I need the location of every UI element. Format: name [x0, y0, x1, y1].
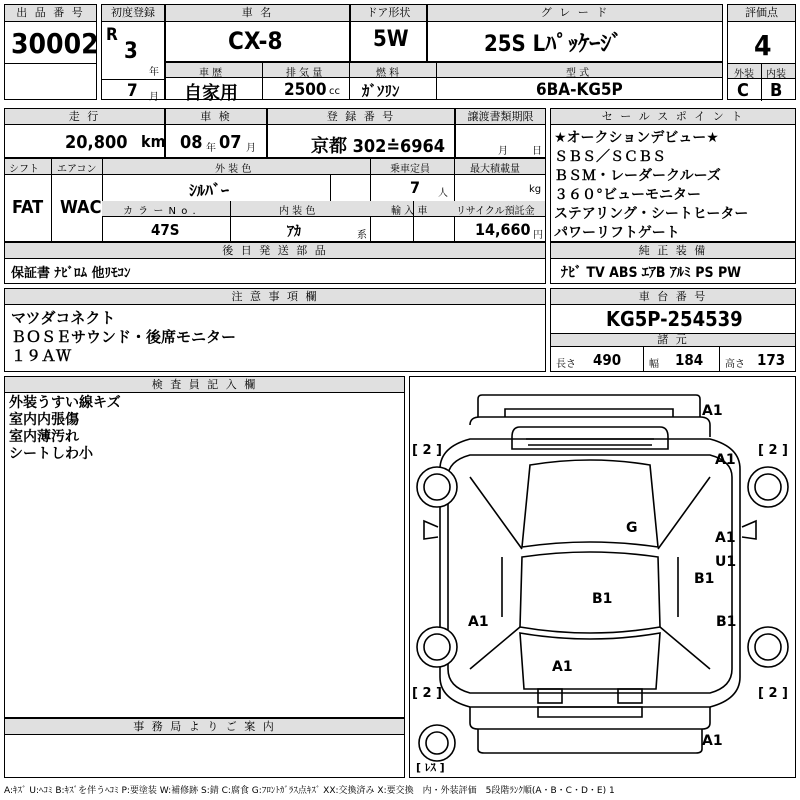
office-label: 事 務 局 よ り ご 案 内: [5, 719, 404, 735]
lot-number: 30002: [11, 27, 99, 60]
length-label: 長さ: [556, 359, 576, 370]
recycle-unit: 円: [533, 230, 543, 241]
mark-front-fender-right: A1: [715, 452, 736, 468]
sales-line: ★オークションデビュー★: [554, 130, 719, 146]
notes-line: マツダコネクト: [11, 309, 116, 327]
shift-value: FAT: [12, 197, 44, 218]
era-letter: R: [106, 25, 118, 45]
history-label: 車 歴: [199, 68, 223, 79]
width-label: 幅: [649, 359, 659, 370]
inspector-line: 室内内張傷: [9, 412, 79, 428]
fuel-label: 燃 料: [376, 68, 400, 79]
door-value: 5W: [373, 27, 409, 52]
ac-label: エアコン: [57, 164, 97, 175]
specs-label: 諸 元: [551, 333, 795, 347]
later-label: 後 日 発 送 部 品: [5, 243, 545, 259]
office-box: [4, 718, 405, 778]
inspection-month-unit: 月: [246, 143, 256, 154]
first-reg-label: 初度登録: [102, 5, 164, 22]
plate-label: 登 録 番 号: [268, 109, 454, 125]
ext-label: 外装: [734, 69, 754, 80]
chassis-value: KG5P-254539: [606, 307, 743, 331]
grade-label: グ レ ー ド: [428, 5, 722, 22]
displacement-value: 2500: [284, 80, 327, 100]
score-value: 4: [754, 29, 772, 62]
model-value: 6BA-KG5P: [536, 80, 623, 100]
inspector-label: 検 査 員 記 入 欄: [5, 377, 404, 393]
equipment-label: 純 正 装 備: [551, 243, 795, 259]
notes-label: 注 意 事 項 欄: [5, 289, 545, 305]
height-value: 173: [757, 351, 786, 369]
damage-diagram: [409, 376, 796, 778]
mileage-label: 走 行: [5, 109, 164, 125]
mark-rear-hatch: A1: [552, 659, 573, 675]
first-reg-year: 3: [124, 39, 138, 64]
inspection-label: 車 検: [166, 109, 266, 125]
inspection-year: 08: [180, 132, 203, 153]
history-row: [165, 62, 723, 104]
inspector-line: シートしわ小: [9, 446, 93, 462]
transfer-month-unit: 月: [498, 146, 508, 157]
tire-spare: [ ﾚｽ ]: [416, 761, 445, 774]
inspection-month: 07: [219, 132, 242, 153]
chassis-label: 車 台 番 号: [551, 289, 795, 305]
ac-value: WAC: [60, 197, 102, 218]
mark-windshield: G: [626, 520, 638, 536]
grade-box: [427, 4, 723, 62]
sales-line: ３６０°ビューモニター: [554, 187, 701, 203]
equipment-value: ﾅﾋﾞ TV ABS ｴｱB ｱﾙﾐ PS PW: [561, 265, 742, 281]
door-label: ドア形状: [351, 5, 426, 22]
import-label: 輸 入 車: [391, 206, 428, 217]
color-value: ｼﾙﾊﾞｰ: [189, 181, 230, 200]
mark-front-door-right: A1: [715, 530, 736, 546]
notes-line: １９ＡＷ: [11, 347, 72, 365]
displacement-label: 排 気 量: [286, 68, 323, 79]
mileage-box: [4, 108, 165, 158]
lot-box: [4, 4, 97, 100]
car-diagram-svg: [410, 377, 795, 777]
notes-box: [4, 288, 546, 372]
capacity-unit: 人: [438, 188, 448, 199]
ext-value: C: [737, 80, 749, 101]
sales-lines: [554, 129, 748, 243]
car-name-box: [165, 4, 350, 62]
inspector-line: 外装うすい線キズ: [9, 395, 121, 411]
equipment-box: [550, 242, 796, 284]
int-value: B: [770, 80, 783, 101]
tire-front-right: [ 2 ]: [758, 443, 788, 458]
chassis-box: [550, 288, 796, 372]
first-reg-month-unit: 月: [149, 92, 159, 103]
sales-line: ＳＢＳ／ＳＣＢＳ: [554, 149, 666, 165]
legend: A:ｷｽﾞ U:ﾍｺﾐ B:ｷｽﾞを伴うﾍｺﾐ P:要塗装 W:補修跡 S:錆 C:腐食 G:ﾌﾛﾝﾄｶﾞﾗｽ点ｷｽﾞ XX:交換済み X:要交換 内・外装評価 5段階ﾗﾝｸ順(A・B・C・D・E) 1: [4, 786, 615, 796]
capacity-label: 乗車定員: [390, 164, 430, 175]
mileage-unit: km: [141, 132, 166, 151]
later-value: 保証書 ﾅﾋﾞﾛﾑ 他ﾘﾓｺﾝ: [11, 266, 131, 281]
plate-box: [267, 108, 455, 158]
plate-value: 京都 302≐6964: [311, 136, 446, 157]
notes-lines: [11, 309, 236, 366]
later-parts-box: [4, 242, 546, 284]
inspector-line: 室内薄汚れ: [9, 429, 79, 445]
sales-box: [550, 108, 796, 242]
car-name: CX-8: [228, 27, 283, 55]
score-box: [727, 4, 796, 100]
interior-value: ｱｶ: [287, 224, 301, 240]
colorno-label: カ ラ ー N o .: [123, 206, 197, 217]
mark-front-door-right-2: U1: [715, 554, 737, 570]
length-value: 490: [593, 351, 622, 369]
height-label: 高さ: [725, 359, 745, 370]
width-value: 184: [675, 351, 704, 369]
sales-label: セ ー ル ス ポ イ ン ト: [551, 109, 795, 125]
mark-roof: B1: [592, 591, 613, 607]
model-label: 型 式: [566, 68, 590, 79]
colorno-value: 47S: [151, 221, 180, 239]
load-unit: kg: [529, 184, 542, 195]
inspection-box: [165, 108, 267, 158]
first-registration-box: [101, 4, 165, 103]
spec-grid: [4, 158, 546, 242]
mark-rear-door-left: A1: [468, 614, 489, 630]
tire-rear-left: [ 2 ]: [412, 686, 442, 701]
transfer-day-unit: 日: [532, 146, 542, 157]
mark-rear-bumper: A1: [702, 733, 723, 749]
tire-front-left: [ 2 ]: [412, 443, 442, 458]
transfer-box: [455, 108, 546, 158]
car-name-label: 車 名: [166, 5, 349, 22]
inspector-box: [4, 376, 405, 718]
inspection-year-unit: 年: [206, 143, 216, 154]
shift-label: シフト: [9, 164, 39, 175]
mark-front-bumper: A1: [702, 403, 723, 419]
capacity-value: 7: [410, 178, 421, 197]
mark-pillar-right: B1: [694, 571, 715, 587]
first-reg-month: 7: [127, 81, 138, 101]
interior-label: 内 装 色: [279, 206, 316, 217]
sales-line: パワーリフトゲート: [554, 225, 680, 241]
notes-line: ＢＯＳＥサウンド・後席モニター: [11, 328, 237, 346]
recycle-value: 14,660: [475, 220, 531, 239]
tire-rear-right: [ 2 ]: [758, 686, 788, 701]
displacement-unit: cc: [329, 86, 340, 97]
mark-rear-door-right: B1: [716, 614, 737, 630]
door-box: [350, 4, 427, 62]
first-reg-year-unit: 年: [149, 67, 159, 78]
lot-label: 出 品 番 号: [5, 5, 96, 22]
fuel-value: ｶﾞｿﾘﾝ: [362, 82, 400, 100]
recycle-label: リサイクル預託金: [456, 206, 535, 217]
history-value: 自家用: [184, 83, 238, 104]
mileage-value: 20,800: [65, 132, 128, 153]
grade-value: 25S Lﾊﾟｯｹｰｼﾞ: [484, 32, 623, 57]
inspector-lines: [9, 395, 121, 463]
load-label: 最大積載量: [470, 164, 520, 175]
sales-line: ＢＳＭ・レーダークルーズ: [554, 168, 721, 184]
int-label: 内装: [766, 69, 786, 80]
score-label: 評価点: [728, 5, 795, 22]
transfer-label: 譲渡書類期限: [456, 109, 545, 125]
interior-unit: 系: [357, 230, 367, 241]
color-label: 外 装 色: [215, 164, 252, 175]
sales-line: ステアリング・シートヒーター: [554, 206, 749, 222]
